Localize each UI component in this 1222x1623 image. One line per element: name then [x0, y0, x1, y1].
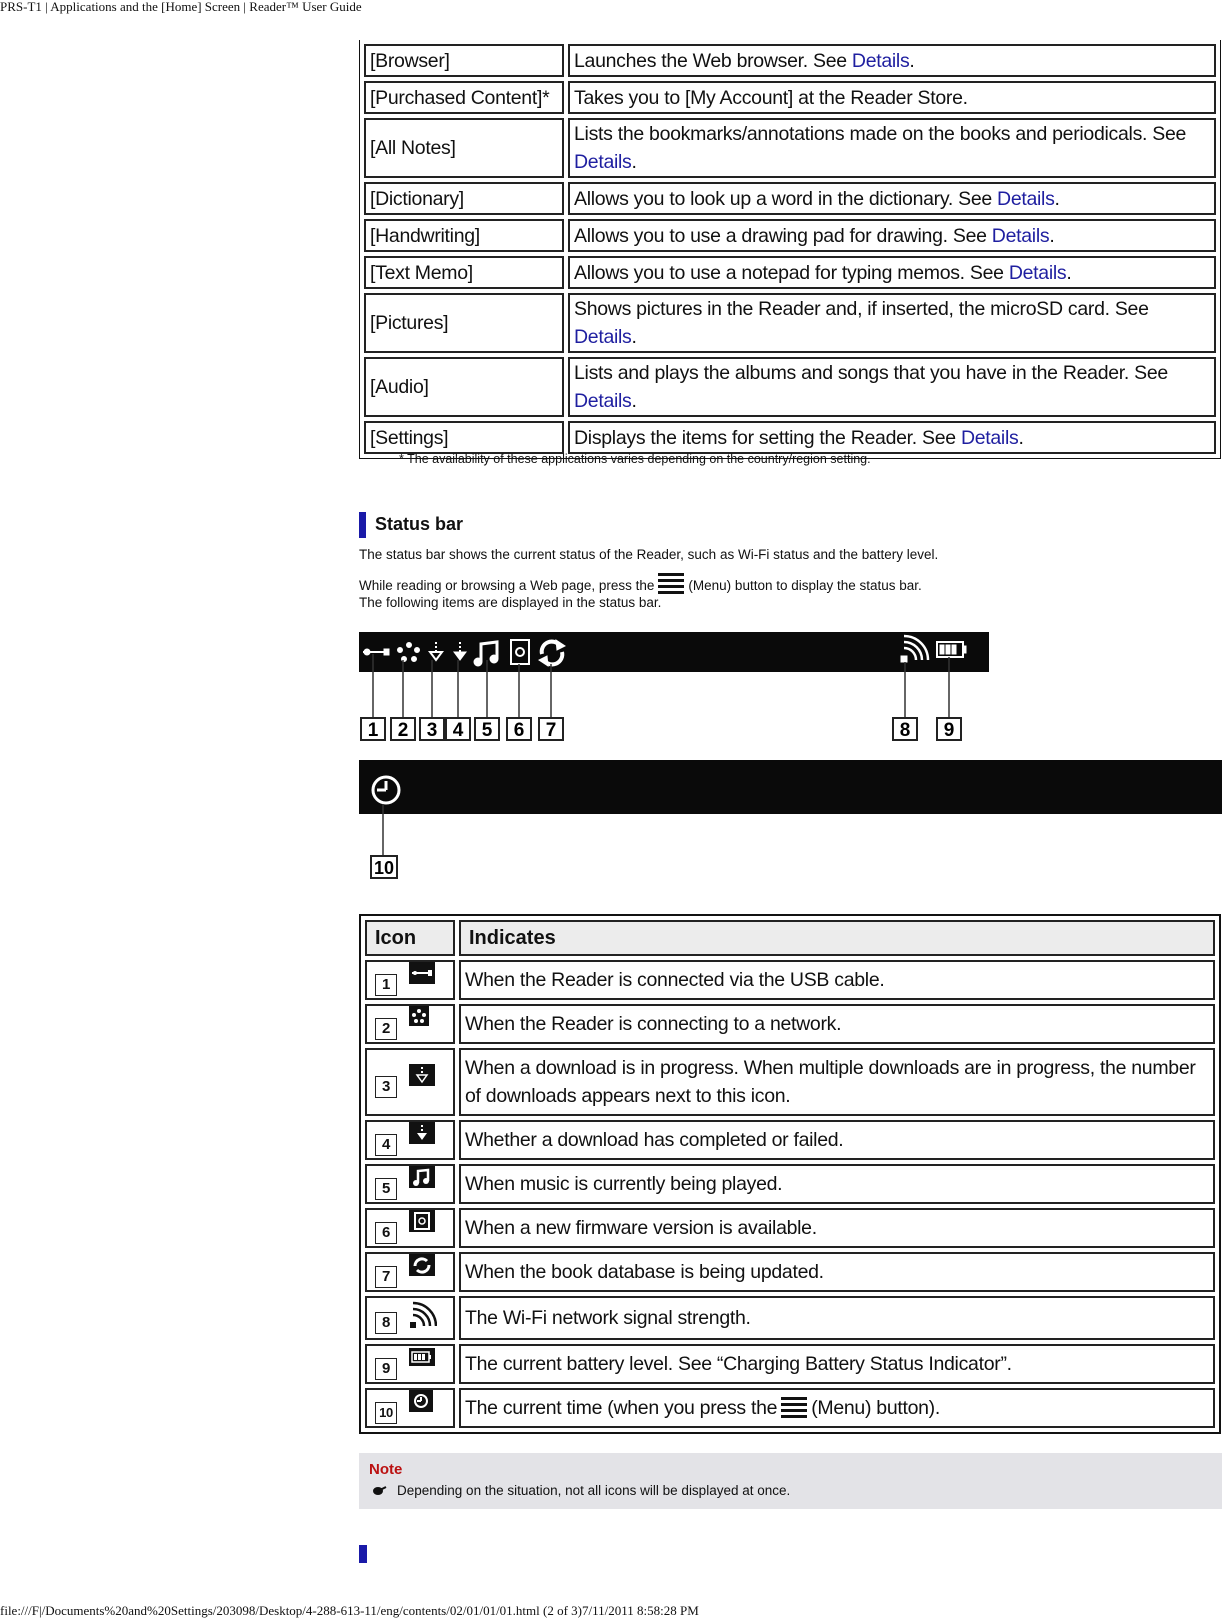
details-link[interactable]: Details — [1008, 261, 1067, 284]
icon-table-row — [365, 1296, 1215, 1340]
app-description — [568, 421, 1216, 454]
svg-text:9: 9 — [943, 720, 955, 741]
icon-description: Whether a download has completed or failed. — [459, 1120, 1215, 1160]
app-description-text: Displays the items for setting the Reader. See — [574, 426, 961, 449]
icon-cell — [365, 1004, 455, 1044]
icon-description: When the Reader is connected via the USB cable. — [459, 960, 1215, 1000]
icon-description: When the Reader is connecting to a network. — [459, 1004, 1215, 1044]
svg-text:3: 3 — [426, 720, 438, 741]
callout-7 — [539, 718, 563, 741]
battery-icon — [409, 1346, 435, 1374]
section-title: Status bar — [375, 514, 464, 534]
app-description-text: Allows you to use a notepad for typing memos. See — [574, 261, 1009, 284]
icon-number: 8 — [375, 1312, 397, 1334]
app-description-tail: . — [1018, 426, 1024, 449]
app-description — [568, 44, 1216, 77]
icon-description: When the book database is being updated. — [459, 1252, 1215, 1292]
app-row — [364, 357, 1216, 417]
firmware-icon — [409, 1210, 435, 1240]
page-footer: file:///F|/Documents%20and%20Settings/203098/Desktop/4-288-613-11/eng/contents/02/01/01/01.html (2 of 3)7/11/2011 8:58:28 PM — [0, 1603, 699, 1618]
usb-icon — [409, 962, 435, 992]
app-description-text: Lists the bookmarks/annotations made on the books and periodicals. See — [574, 123, 1187, 145]
icon-table-row — [365, 1208, 1215, 1248]
app-description-tail: . — [631, 390, 637, 412]
app-name: [Browser] — [364, 44, 564, 77]
status-list-intro: The following items are displayed in the status bar. — [359, 595, 662, 610]
icon-cell — [365, 1344, 455, 1384]
footnote: * The availability of these applications varies depending on the country/region setting. — [399, 452, 871, 466]
download-complete-icon — [409, 1122, 435, 1152]
download-progress-icon — [409, 1064, 435, 1094]
app-name: [Settings] — [364, 421, 564, 454]
app-description-tail: . — [1049, 224, 1055, 247]
app-description-text: Launches the Web browser. See — [574, 49, 852, 72]
app-name: [Text Memo] — [364, 256, 564, 289]
status-intro: The status bar shows the current status of the Reader, such as Wi-Fi status and the battery level. — [359, 547, 939, 562]
callout-6 — [507, 718, 531, 741]
app-row — [364, 182, 1216, 215]
section-marker — [359, 512, 366, 538]
callout-numbers — [361, 718, 961, 741]
app-name: [Handwriting] — [364, 219, 564, 252]
icon-description: The Wi-Fi network signal strength. — [459, 1296, 1215, 1340]
icon-cell — [365, 1164, 455, 1204]
page-header: PRS-T1 | Applications and the [Home] Screen | Reader™ User Guide — [0, 0, 362, 14]
note-title: Note — [369, 1461, 403, 1478]
callout-2 — [391, 718, 415, 741]
clock-status-figure — [359, 760, 1222, 880]
icon-number: 6 — [375, 1222, 397, 1244]
svg-text:1: 1 — [367, 720, 379, 741]
note-bullet-icon — [373, 1486, 387, 1495]
app-row — [364, 118, 1216, 178]
icon-cell — [365, 1120, 455, 1160]
icon-description: The current battery level. See “Charging Battery Status Indicator”. — [459, 1344, 1215, 1384]
network-connecting-icon — [409, 1006, 429, 1034]
clock-icon — [409, 1390, 433, 1420]
app-row — [364, 421, 1216, 454]
status-instruction: While reading or browsing a Web page, press the (Menu) button to display the status bar. — [359, 572, 922, 594]
app-description — [568, 256, 1216, 289]
icon-cell — [365, 960, 455, 1000]
app-description-tail: . — [909, 49, 915, 72]
callout-4 — [446, 718, 470, 741]
app-description-text: Shows pictures in the Reader and, if inserted, the microSD card. See — [574, 298, 1149, 320]
icon-cell — [365, 1048, 455, 1116]
app-description-tail: . — [1066, 261, 1072, 284]
icon-cell — [365, 1296, 455, 1340]
icon-number: 10 — [375, 1402, 397, 1424]
menu-icon — [657, 572, 685, 594]
app-description — [568, 81, 1216, 114]
app-description-tail: . — [631, 151, 637, 173]
icon-number: 9 — [375, 1358, 397, 1380]
app-name: [Audio] — [364, 357, 564, 417]
callout-3 — [420, 718, 444, 741]
icon-description-tail: (Menu) button). — [811, 1397, 940, 1419]
app-description-text: Takes you to [My Account] at the Reader Store. — [574, 86, 968, 109]
clock-status-strip — [359, 760, 1222, 814]
wifi-signal-icon — [409, 1300, 437, 1338]
app-description — [568, 219, 1216, 252]
svg-text:5: 5 — [481, 720, 493, 741]
app-description-text: Lists and plays the albums and songs that you have in the Reader. See — [574, 362, 1168, 384]
app-row — [364, 44, 1216, 77]
status-icons-table — [359, 914, 1221, 1434]
svg-text:6: 6 — [513, 720, 525, 741]
col-header-icon: Icon — [365, 920, 455, 956]
icon-description — [459, 1388, 1215, 1428]
app-description-text: Allows you to use a drawing pad for drawing. See — [574, 224, 992, 247]
svg-text:8: 8 — [899, 720, 911, 741]
icon-number: 5 — [375, 1178, 397, 1200]
note-box — [359, 1453, 1222, 1509]
app-description-text: Allows you to look up a word in the dictionary. See — [574, 187, 998, 210]
icon-table-row — [365, 1344, 1215, 1384]
details-link[interactable]: Details — [574, 326, 632, 348]
callout-9 — [937, 718, 961, 741]
database-update-icon — [409, 1254, 435, 1284]
icon-cell — [365, 1252, 455, 1292]
app-row — [364, 293, 1216, 353]
svg-text:10: 10 — [373, 858, 395, 878]
callout-10 — [371, 856, 397, 878]
details-link[interactable]: Details — [574, 151, 632, 173]
svg-text:4: 4 — [452, 720, 464, 741]
app-description — [568, 182, 1216, 215]
icon-description: When a download is in progress. When multiple downloads are in progress, the number of downloads appears next to this icon. — [459, 1048, 1215, 1116]
icon-table-row — [365, 1120, 1215, 1160]
app-name: [Purchased Content]* — [364, 81, 564, 114]
icon-description: When a new firmware version is available. — [459, 1208, 1215, 1248]
icon-cell — [365, 1208, 455, 1248]
note-text: Depending on the situation, not all icons will be displayed at once. — [397, 1483, 791, 1498]
svg-text:2: 2 — [397, 720, 409, 741]
icon-table-row — [365, 960, 1215, 1000]
section-marker-end — [359, 1545, 367, 1563]
callout-8 — [893, 718, 917, 741]
menu-icon — [780, 1396, 808, 1418]
icon-number: 1 — [375, 974, 397, 996]
app-name: [Dictionary] — [364, 182, 564, 215]
icon-number: 3 — [375, 1076, 397, 1098]
icon-table-row — [365, 1004, 1215, 1044]
applications-table — [359, 40, 1221, 459]
details-link[interactable]: Details — [851, 49, 910, 72]
app-description-tail: . — [631, 326, 637, 348]
app-description — [568, 293, 1216, 353]
callout-1 — [361, 718, 385, 741]
music-icon — [409, 1166, 435, 1196]
col-header-indicates: Indicates — [459, 920, 1215, 956]
icon-description-text: The current time (when you press the — [465, 1397, 778, 1419]
app-row — [364, 81, 1216, 114]
details-link[interactable]: Details — [997, 187, 1055, 210]
app-description — [568, 118, 1216, 178]
icon-table-row — [365, 1388, 1215, 1428]
app-name: [All Notes] — [364, 118, 564, 178]
callout-5 — [475, 718, 499, 741]
icon-table-row — [365, 1048, 1215, 1116]
app-description — [568, 357, 1216, 417]
icon-number: 4 — [375, 1134, 397, 1156]
icon-cell — [365, 1388, 455, 1428]
svg-text:7: 7 — [545, 720, 557, 741]
icon-table-row — [365, 1164, 1215, 1204]
app-description-tail: . — [1054, 187, 1060, 210]
app-row — [364, 219, 1216, 252]
icon-table-row — [365, 1252, 1215, 1292]
details-link[interactable]: Details — [991, 224, 1050, 247]
icon-number: 2 — [375, 1018, 397, 1040]
icon-description: When music is currently being played. — [459, 1164, 1215, 1204]
app-row — [364, 256, 1216, 289]
status-bar-figure — [359, 632, 989, 742]
icon-number: 7 — [375, 1266, 397, 1288]
details-link[interactable]: Details — [574, 390, 632, 412]
app-name: [Pictures] — [364, 293, 564, 353]
details-link[interactable]: Details — [960, 426, 1019, 449]
